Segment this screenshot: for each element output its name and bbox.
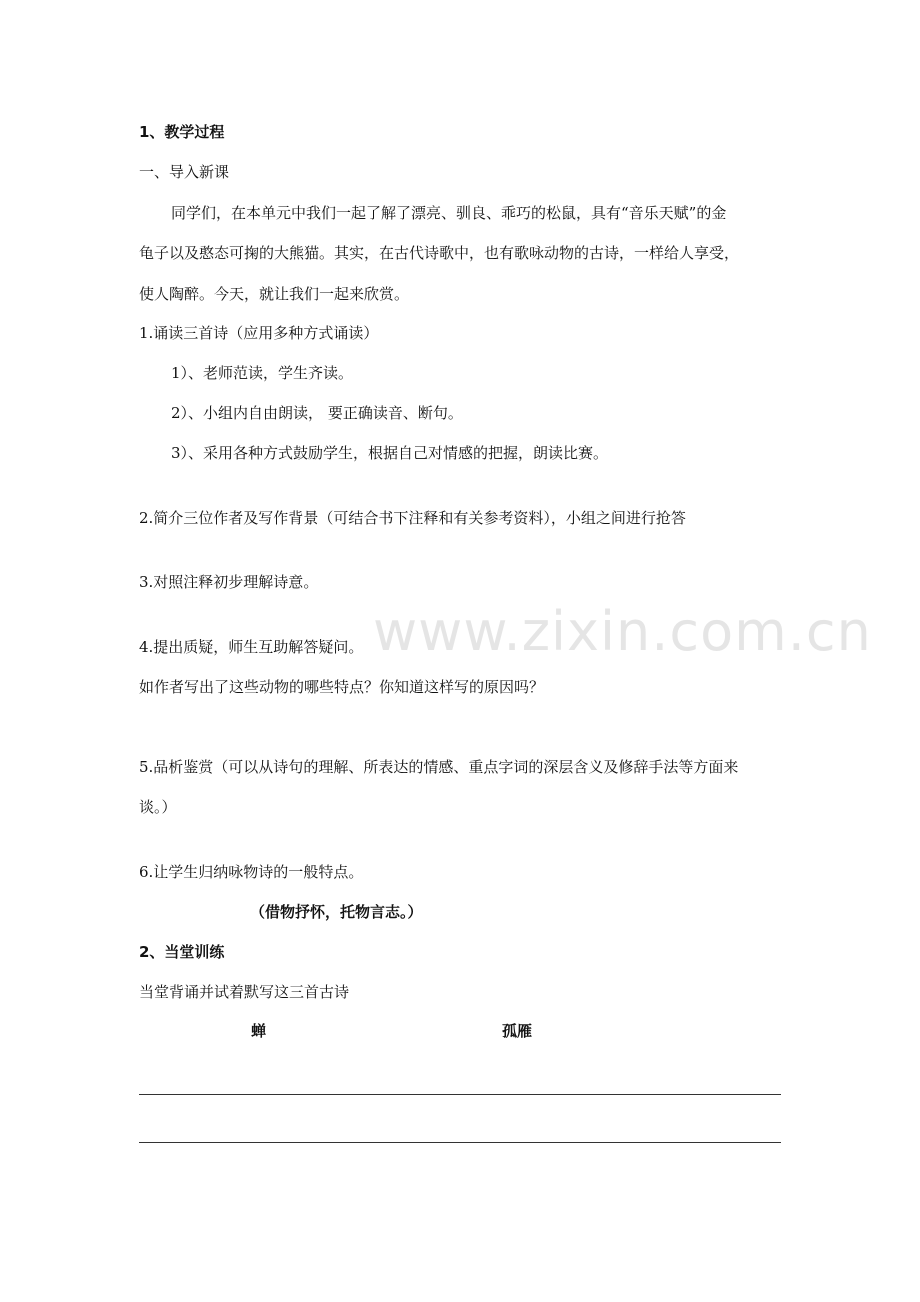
watermark: www.zixin.com.cn xyxy=(373,600,872,663)
step-1-item-2: 2）、小组内自由朗读， 要正确读音、断句。 xyxy=(171,404,463,422)
writing-line-2 xyxy=(139,1142,781,1143)
section2-instruction: 当堂背诵并试着默写这三首古诗 xyxy=(139,983,350,1001)
poem-title-lone-goose: 孤雁 xyxy=(502,1022,533,1040)
intro-paragraph-line-3: 使人陶醉。今天，就让我们一起来欣赏。 xyxy=(139,285,410,303)
step-1-item-1: 1）、老师范读，学生齐读。 xyxy=(171,364,354,382)
step-5-line-1: 5.品析鉴赏（可以从诗句的理解、所表达的情感、重点字词的深层含义及修辞手法等方面来 xyxy=(139,758,739,776)
step-3: 3.对照注释初步理解诗意。 xyxy=(139,573,319,591)
intro-paragraph-line-1: 同学们，在本单元中我们一起了解了漂亮、驯良、乖巧的松鼠，具有“音乐天赋”的金 xyxy=(171,204,727,222)
writing-line-1 xyxy=(139,1094,781,1095)
step-4-question: 如作者写出了这些动物的哪些特点？你知道这样写的原因吗？ xyxy=(139,678,545,696)
section1-heading: 1、教学过程 xyxy=(139,123,225,141)
step-1: 1.诵读三首诗（应用多种方式诵读） xyxy=(139,324,379,342)
poem-title-cicada: 蝉 xyxy=(251,1022,267,1040)
intro-paragraph-line-2: 龟子以及憨态可掬的大熊猫。其实，在古代诗歌中，也有歌咏动物的古诗，一样给人享受， xyxy=(139,244,740,262)
subheading-intro: 一、导入新课 xyxy=(139,163,230,181)
step-1-item-3: 3）、采用各种方式鼓励学生，根据自己对情感的把握，朗读比赛。 xyxy=(171,444,609,462)
section2-heading: 2、当堂训练 xyxy=(139,943,225,961)
step-6: 6.让学生归纳咏物诗的一般特点。 xyxy=(139,863,364,881)
step-2: 2.简介三位作者及写作背景（可结合书下注释和有关参考资料），小组之间进行抢答 xyxy=(139,509,686,527)
step-4: 4.提出质疑，师生互助解答疑问。 xyxy=(139,638,364,656)
step-5-line-2: 谈。） xyxy=(139,798,177,816)
step-6-answer: （借物抒怀，托物言志。） xyxy=(250,903,423,921)
